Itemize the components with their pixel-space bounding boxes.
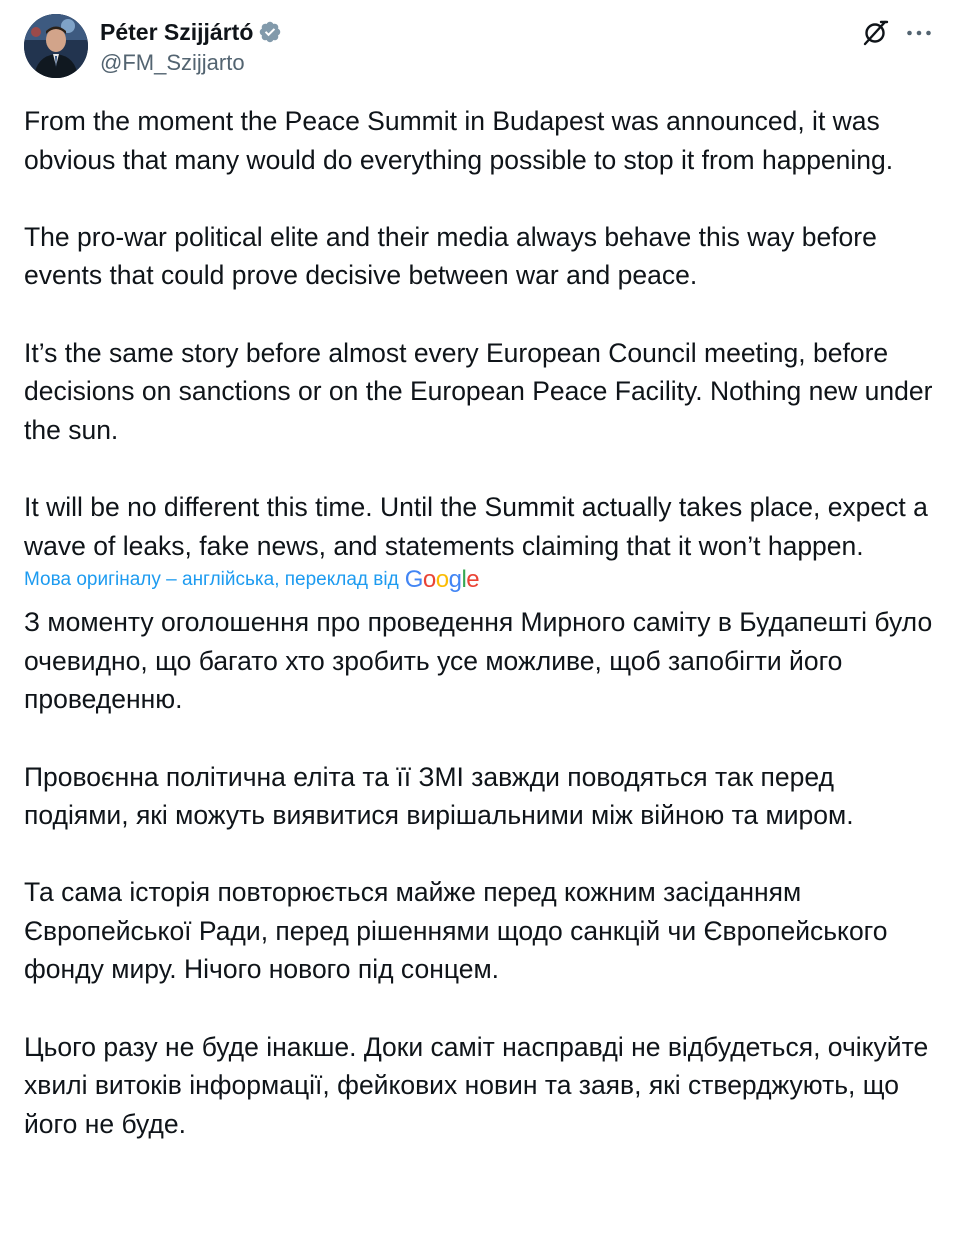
more-options-button[interactable] bbox=[904, 18, 934, 48]
original-paragraph-3: It’s the same story before almost every European Council meeting, before decisions on sanctions or on the European Peace Facility. Nothing new under the sun. bbox=[24, 337, 933, 445]
google-logo: Google bbox=[404, 566, 480, 594]
translated-paragraph-2: Провоєнна політична еліта та її ЗМІ завжди поводяться так перед подіями, які можуть виявитися вирішальними між війною та миром. bbox=[24, 761, 854, 831]
author-identity bbox=[100, 18, 282, 78]
author-handle[interactable]: @FM_Szijjarto bbox=[100, 50, 245, 75]
translated-paragraph-3: Та сама історія повторюється майже перед кожним засіданням Європейської Ради, перед рішеннями щодо санкцій чи Європейського фонду миру. Нічого нового під сонцем. bbox=[24, 877, 888, 985]
name-row bbox=[100, 18, 282, 46]
avatar-photo-icon bbox=[24, 14, 88, 78]
author-display-name[interactable]: Péter Szijjártó bbox=[100, 19, 254, 45]
tweet-translated-text bbox=[24, 603, 939, 1143]
tweet-header bbox=[24, 14, 936, 82]
translation-attribution[interactable] bbox=[24, 567, 936, 593]
original-paragraph-4: It will be no different this time. Until the Summit actually takes place, expect a wave of leaks, fake news, and statements claiming that it won’t happen. bbox=[24, 491, 928, 561]
translation-note-text: Мова оригіналу – англійська, переклад від bbox=[24, 569, 399, 591]
original-paragraph-1: From the moment the Peace Summit in Budapest was announced, it was obvious that many would do everything possible to stop it from happening. bbox=[24, 106, 894, 175]
grok-button[interactable] bbox=[860, 18, 890, 48]
original-paragraph-2: The pro-war political elite and their media always behave this way before events that could prove decisive between war and peace. bbox=[24, 221, 877, 291]
tweet-original-text bbox=[24, 102, 939, 565]
translated-paragraph-1: З моменту оголошення про проведення Мирного саміту в Будапешті було очевидно, що багато хто зробить усе можливе, щоб запобігти його проведенню. bbox=[24, 607, 933, 715]
translated-paragraph-4: Цього разу не буде інакше. Доки саміт насправді не відбудеться, очікуйте хвилі витоків інформації, фейкових новин та заяв, які стверджують, що його не буде. bbox=[24, 1031, 929, 1139]
grok-icon bbox=[861, 19, 889, 47]
verified-badge-icon[interactable] bbox=[258, 20, 282, 44]
tweet-actions bbox=[860, 18, 934, 48]
more-horizontal-icon bbox=[906, 29, 932, 37]
avatar[interactable] bbox=[24, 14, 88, 78]
